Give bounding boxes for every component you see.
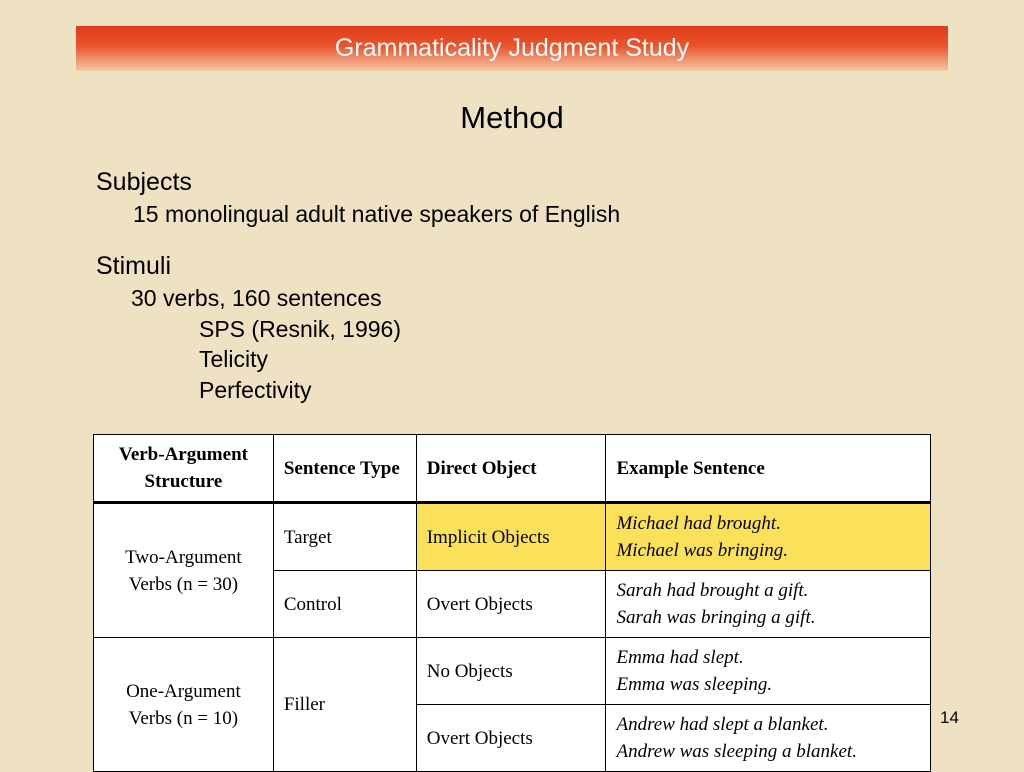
- subjects-label: Subjects: [96, 168, 192, 196]
- example-line: Andrew was sleeping a blanket.: [616, 741, 857, 762]
- example-line: Sarah was bringing a gift.: [616, 607, 816, 628]
- page-number: 14: [940, 708, 959, 727]
- example-line: Michael had brought.: [616, 513, 781, 534]
- example-line: Emma was sleeping.: [616, 674, 773, 695]
- sentence-type-cell: Control: [273, 571, 416, 638]
- example-line: Emma had slept.: [616, 647, 744, 668]
- group-two-argument: Two-Argument Verbs (n = 30): [94, 503, 274, 638]
- example-sentence-cell: [606, 705, 931, 772]
- sentence-type-cell: Target: [273, 503, 416, 571]
- stimuli-table: [93, 434, 931, 772]
- example-sentence-cell: [606, 638, 931, 705]
- direct-object-cell: Overt Objects: [416, 571, 606, 638]
- subjects-detail: 15 monolingual adult native speakers of English: [133, 201, 621, 227]
- sentence-type-cell: Filler: [273, 638, 416, 772]
- example-sentence-cell: [606, 503, 931, 571]
- header-structure: Verb-Argument Structure: [94, 435, 274, 503]
- table-header-row: [94, 435, 931, 503]
- table-row: [94, 503, 931, 571]
- example-line: Michael was bringing.: [616, 540, 789, 561]
- group-one-argument: One-Argument Verbs (n = 10): [94, 638, 274, 772]
- header-sentence-type: Sentence Type: [273, 435, 416, 503]
- stimuli-sub-item: Telicity: [199, 346, 269, 372]
- table-row: [94, 638, 931, 705]
- stimuli-sub-item: SPS (Resnik, 1996): [199, 316, 401, 342]
- direct-object-cell: Implicit Objects: [416, 503, 606, 571]
- slide-title-bar: [76, 26, 948, 71]
- stimuli-detail: 30 verbs, 160 sentences: [131, 285, 382, 311]
- example-sentence-cell: [606, 571, 931, 638]
- slide-title: Grammaticality Judgment Study: [334, 34, 690, 62]
- section-heading: Method: [460, 100, 564, 135]
- stimuli-label: Stimuli: [96, 252, 172, 280]
- header-example-sentence: Example Sentence: [606, 435, 931, 503]
- direct-object-cell: Overt Objects: [416, 705, 606, 772]
- stimuli-sub-item: Perfectivity: [199, 377, 312, 403]
- direct-object-cell: No Objects: [416, 638, 606, 705]
- example-line: Sarah had brought a gift.: [616, 580, 809, 601]
- example-line: Andrew had slept a blanket.: [616, 714, 829, 735]
- header-direct-object: Direct Object: [416, 435, 606, 503]
